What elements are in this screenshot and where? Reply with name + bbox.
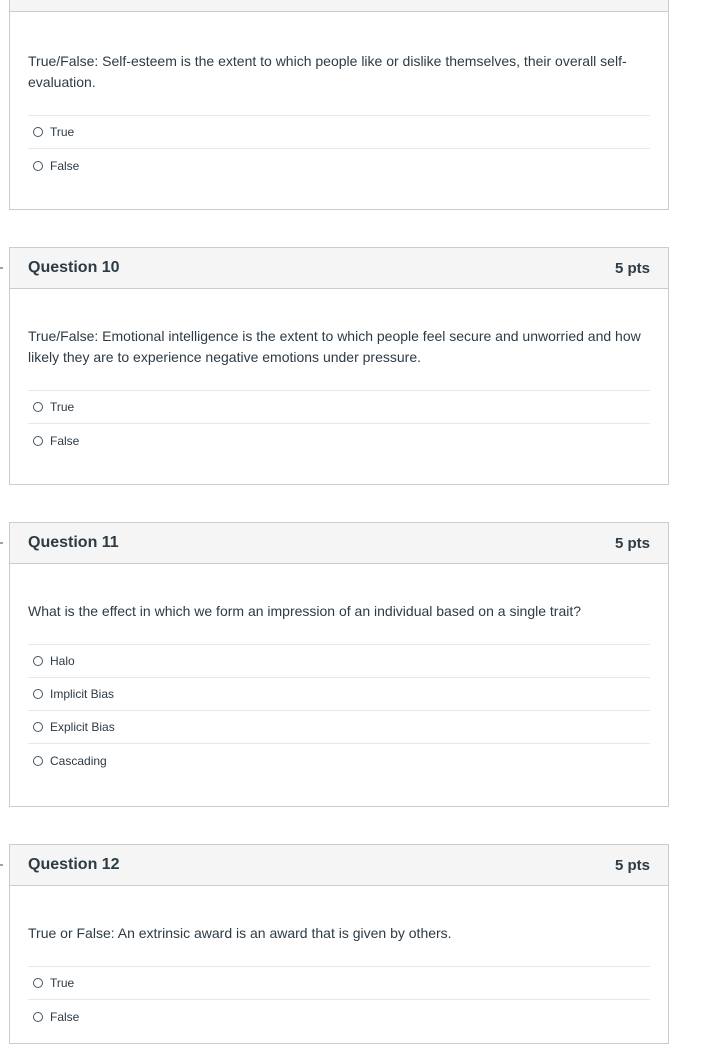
answer-label: True xyxy=(50,125,75,139)
radio-button[interactable] xyxy=(33,161,43,171)
question-header xyxy=(10,523,668,564)
question-body xyxy=(10,564,668,777)
radio-button[interactable] xyxy=(33,978,43,988)
question-title: Question 12 xyxy=(28,856,120,873)
answer-option-true[interactable] xyxy=(28,116,650,149)
answer-label: Explicit Bias xyxy=(50,720,115,734)
question-text: What is the effect in which we form an impression of an individual based on a single trait? xyxy=(28,603,582,619)
question-12 xyxy=(9,844,669,1044)
question-10 xyxy=(9,247,669,485)
question-text: True/False: Emotional intelligence is the extent to which people feel secure and unworried and how likely they are to experience negative emotions under pressure. xyxy=(28,328,641,365)
question-title: Question 11 xyxy=(28,534,119,551)
edge-mark xyxy=(0,267,3,269)
radio-button[interactable] xyxy=(33,689,43,699)
answer-list xyxy=(28,390,650,457)
answer-option-cascading[interactable] xyxy=(28,744,650,777)
radio-button[interactable] xyxy=(33,756,43,766)
answer-list xyxy=(28,644,650,777)
question-points: 5 pts xyxy=(614,856,650,874)
question-text: True or False: An extrinsic award is an award that is given by others. xyxy=(28,925,452,941)
question-9 xyxy=(9,0,669,210)
edge-mark xyxy=(0,542,3,544)
question-11 xyxy=(9,522,669,807)
answer-label: Halo xyxy=(50,654,75,668)
answer-list xyxy=(28,115,650,182)
answer-list xyxy=(28,966,650,1033)
radio-button[interactable] xyxy=(33,127,43,137)
question-body xyxy=(10,12,668,182)
question-body xyxy=(10,289,668,457)
radio-button[interactable] xyxy=(33,436,43,446)
answer-option-true[interactable] xyxy=(28,967,650,1000)
question-text: True/False: Self-esteem is the extent to which people like or dislike themselves, their overall self-evaluation. xyxy=(28,53,627,90)
radio-button[interactable] xyxy=(33,656,43,666)
question-header xyxy=(10,0,668,12)
question-points: 5 pts xyxy=(614,534,650,552)
answer-label: False xyxy=(50,433,80,448)
answer-label: False xyxy=(50,1009,80,1024)
answer-option-false[interactable] xyxy=(28,1000,650,1033)
question-body xyxy=(10,886,668,1033)
radio-button[interactable] xyxy=(33,722,43,732)
answer-option-implicit-bias[interactable] xyxy=(28,678,650,711)
answer-label: False xyxy=(50,158,80,173)
answer-label: True xyxy=(50,976,75,990)
radio-button[interactable] xyxy=(33,1012,43,1022)
question-points: 5 pts xyxy=(614,259,650,277)
answer-option-false[interactable] xyxy=(28,424,650,457)
question-header xyxy=(10,248,668,289)
question-title: Question 10 xyxy=(28,259,120,276)
question-header xyxy=(10,845,668,886)
answer-option-true[interactable] xyxy=(28,391,650,424)
answer-label: Cascading xyxy=(50,753,107,768)
edge-mark xyxy=(0,864,3,866)
answer-option-explicit-bias[interactable] xyxy=(28,711,650,744)
answer-option-false[interactable] xyxy=(28,149,650,182)
radio-button[interactable] xyxy=(33,402,43,412)
answer-label: Implicit Bias xyxy=(50,687,115,701)
answer-option-halo[interactable] xyxy=(28,645,650,678)
answer-label: True xyxy=(50,400,75,414)
